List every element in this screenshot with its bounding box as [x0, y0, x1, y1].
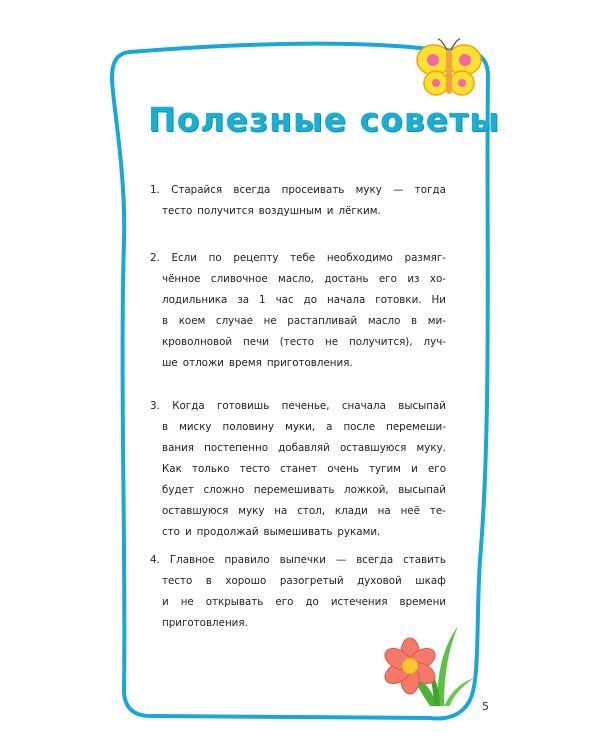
tip-item [150, 248, 446, 374]
tip-line: вания постепенно добавляй оставшуюся муку. [162, 442, 446, 454]
tip-line: кроволновой печи (тесто не получится), луч- [162, 336, 446, 348]
tip-line: 2. Если по рецепту тебе необходимо размяг- [150, 252, 446, 264]
tip-line: 3. Когда готовишь печенье, сначала высыпай [150, 400, 446, 412]
tip-line: и не открывать его до истечения времени [162, 596, 446, 608]
butterfly-illustration [414, 38, 484, 102]
tip-line: будет сложно перемешивать ложкой, высыпай [162, 484, 446, 496]
tip-item [150, 396, 446, 543]
tip-line: сто и продолжай вымешивать руками. [162, 526, 381, 538]
tip-line: приготовления. [162, 617, 248, 629]
tip-line: тесто получится воздушным и лёгким. [162, 205, 381, 217]
tip-line: оставшуюся муку на стол, клади на неё те- [162, 505, 446, 517]
tip-item [150, 180, 446, 222]
tip-line: ше отложи время приготовления. [162, 357, 353, 369]
tip-line: в коем случае не растапливай масло в ми- [162, 315, 446, 327]
tip-line: тесто в хорошо разогретый духовой шкаф [162, 575, 446, 587]
tip-line: чённое сливочное масло, достань его из хо- [162, 273, 446, 285]
tip-line: 4. Главное правило выпечки — всегда ставить [150, 554, 446, 566]
tip-line: 1. Старайся всегда просеивать муку — тогда [150, 184, 446, 196]
flower-illustration [378, 608, 474, 708]
tip-line: в миску половину муки, а после перемеши- [162, 421, 446, 433]
page-title: Полезные советы [148, 100, 500, 139]
tip-line: лодильника за 1 час до начала готовки. Ни [162, 294, 446, 306]
tip-line: Как только тесто станет очень тугим и его [162, 463, 446, 475]
page-number: 5 [482, 700, 489, 713]
